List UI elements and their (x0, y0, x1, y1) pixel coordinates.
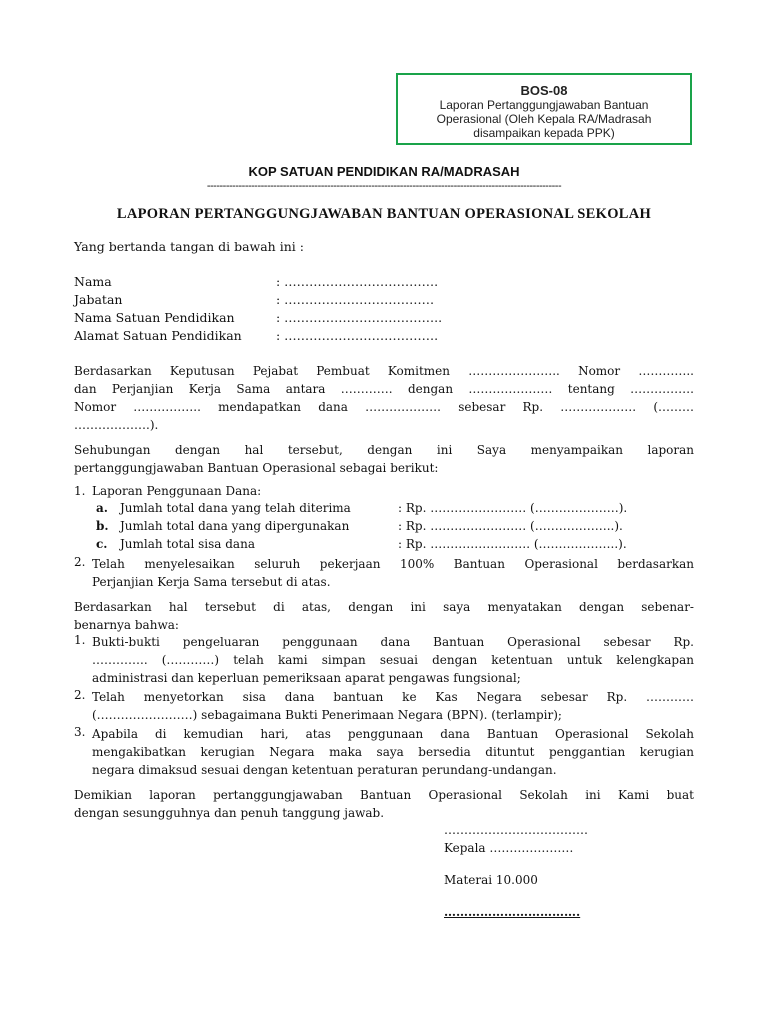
paragraph-line: Sehubungan dengan hal tersebut, dengan ini Saya menyampaikan laporan (74, 443, 694, 457)
signatory-name: ……………………………. (444, 905, 581, 919)
list-number: 2. (74, 688, 86, 702)
list-item-line: Apabila di kemudian hari, atas penggunaan dana Bantuan Operasional Sekolah (92, 727, 694, 741)
list-item-line: mengakibatkan kerugian Negara maka saya bersedia dituntut penggantian kerugian (92, 745, 694, 759)
document-code: BOS-08 (520, 83, 568, 98)
field-label-alamat-satuan: Alamat Satuan Pendidikan (74, 328, 242, 343)
sublist-label: Jumlah total dana yang dipergunakan (120, 519, 350, 533)
description-line: Operasional (Oleh Kepala RA/Madrasah (436, 112, 652, 126)
field-label-jabatan: Jabatan (74, 292, 123, 307)
list-item-line: administrasi dan keperluan pemeriksaan aparat pengawas fungsional; (92, 671, 521, 685)
sublist-letter: a. (96, 501, 108, 515)
list-item-line: Perjanjian Kerja Sama tersebut di atas. (92, 575, 331, 589)
sublist-label: Jumlah total sisa dana (120, 537, 255, 551)
description-line: Laporan Pertanggungjawaban Bantuan (439, 98, 649, 112)
list-item-line: Telah menyetorkan sisa dana bantuan ke Kas Negara sebesar Rp. ………… (92, 690, 694, 704)
field-value-nama: : ………………………………. (276, 274, 439, 289)
document-code-box (396, 73, 692, 145)
sublist-letter: c. (96, 537, 108, 551)
paragraph-line: dengan sesungguhnya dan penuh tanggung jawab. (74, 806, 385, 820)
page-title: LAPORAN PERTANGGUNGJAWABAN BANTUAN OPERASIONAL SEKOLAH (116, 206, 652, 222)
field-value-alamat-satuan: : ………………………………. (276, 328, 439, 343)
intro-text: Yang bertanda tangan di bawah ini : (74, 239, 304, 254)
paragraph-line: benarnya bahwa: (74, 618, 179, 632)
list-number: 1. (74, 484, 86, 498)
stamp-duty-label: Materai 10.000 (444, 873, 538, 887)
list-number: 3. (74, 725, 86, 739)
paragraph-line: Berdasarkan hal tersebut di atas, dengan ini saya menyatakan dengan sebenar- (74, 600, 694, 614)
sublist-label: Jumlah total dana yang telah diterima (120, 501, 351, 515)
list-item-label: Laporan Penggunaan Dana: (92, 484, 262, 498)
paragraph-line: Berdasarkan Keputusan Pejabat Pembuat Komitmen ………………….. Nomor ………….. (74, 364, 694, 378)
letterhead-title: KOP SATUAN PENDIDIKAN RA/MADRASAH (248, 164, 520, 179)
field-label-nama-satuan: Nama Satuan Pendidikan (74, 310, 235, 325)
paragraph-line: ……………….). (74, 418, 159, 432)
signature-place-date: ……………………………… (444, 823, 588, 837)
paragraph-line: dan Perjanjian Kerja Sama antara …………. dengan ………………… tentang ……………. (74, 382, 694, 396)
sublist-value: : Rp. …………………… (………………..). (398, 519, 623, 533)
field-value-jabatan: : ……………………………… (276, 292, 435, 307)
paragraph-line: Nomor …………….. mendapatkan dana ………………. sebesar Rp. ………………. (……… (74, 400, 694, 414)
list-item-line: Bukti-bukti pengeluaran penggunaan dana Bantuan Operasional sebesar Rp. (92, 635, 694, 649)
paragraph-line: Demikian laporan pertanggungjawaban Bantuan Operasional Sekolah ini Kami buat (74, 788, 694, 802)
list-number: 2. (74, 555, 86, 569)
sublist-letter: b. (96, 519, 109, 533)
paragraph-line: pertanggungjawaban Bantuan Operasional sebagai berikut: (74, 461, 439, 475)
field-value-nama-satuan: : ……………………………….. (276, 310, 443, 325)
description-line: disampaikan kepada PPK) (473, 126, 615, 140)
sublist-value: : Rp. ……………………. (………………..). (398, 537, 627, 551)
sublist-value: : Rp. …………………… (…………………). (398, 501, 628, 515)
list-item-line: negara dimaksud sesuai dengan ketentuan peraturan perundang-undangan. (92, 763, 557, 777)
document-code-description (398, 98, 690, 140)
list-item-line: ………….. (…………) telah kami simpan sesuai dengan ketentuan untuk kelengkapan (92, 653, 694, 667)
signature-position: Kepala ………………… (444, 841, 574, 855)
list-item-line: (……………………) sebagaimana Bukti Penerimaan Negara (BPN). (terlampir); (92, 708, 562, 722)
letterhead-divider: ---------------------------------------------------------------------------------------------------------------- (206, 180, 562, 192)
field-label-nama: Nama (74, 274, 112, 289)
list-item-line: Telah menyelesaikan seluruh pekerjaan 100% Bantuan Operasional berdasarkan (92, 557, 694, 571)
list-number: 1. (74, 633, 86, 647)
